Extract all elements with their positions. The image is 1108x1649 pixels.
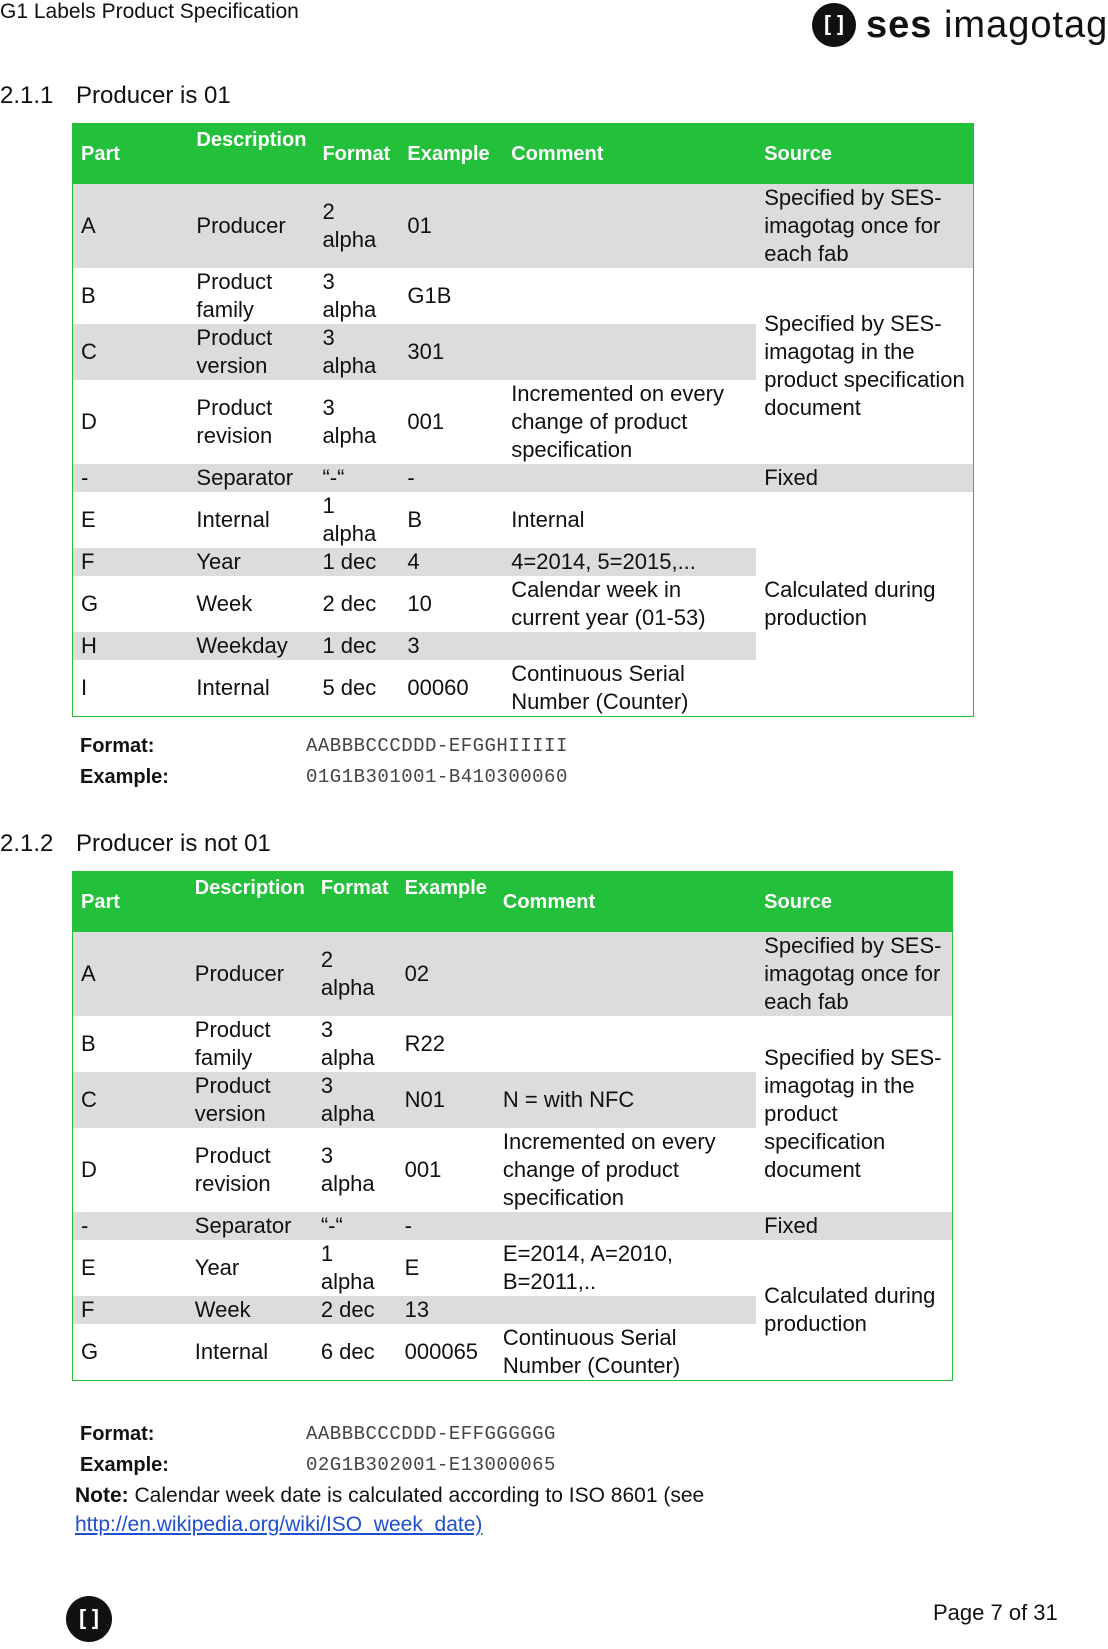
table-header-row [73,124,974,185]
column-header: Source [756,872,952,933]
column-header: Example [399,124,503,185]
column-header: Format [313,872,397,933]
column-header: Source [756,124,973,185]
table-row: D Product revision 3 alpha 001 Incremented on every change of product specification [81,1129,716,1210]
example-value: 01G1B301001-B410300060 [306,766,568,788]
format-label: Format: [80,1423,155,1445]
wikipedia-iso-week-link[interactable]: http://en.wikipedia.org/wiki/ISO_week_date) [75,1513,483,1536]
table-row: C Product version 3 alpha 301 [73,324,974,380]
column-header: Example [397,872,495,933]
source-cell: Calculated during production [756,1240,952,1381]
source-cell: Specified by SES-imagotag in the product specification document [756,268,973,464]
table-row: F Week 2 dec 13 [73,1296,953,1324]
section-heading-2-1-1: 2.1.1 Producer is 01 [0,82,231,109]
source-cell: Fixed [756,1212,952,1240]
source-cell: Fixed [756,464,973,492]
company-logo [812,3,1108,47]
table-header-row [73,872,953,933]
source-cell: Specified by SES-imagotag once for each fab [756,932,952,1016]
footer-logo-mark-icon: [] [66,1596,112,1642]
source-cell: Specified by SES-imagotag once for each fab [756,184,973,268]
producer-01-table [72,123,974,717]
column-header: Part [73,124,189,185]
iso-week-note: Note: Calendar week date is calculated according to ISO 8601 (see http://en.wikipedia.org/wiki/ISO_week_date) [75,1484,705,1536]
table-row: - Separator “-“ - Fixed [73,1212,953,1240]
table-row: E Year 1 alpha E E=2014, A=2010, B=2011,.. Calculated during production [73,1240,953,1296]
example-label: Example: [80,1454,169,1476]
column-header: Description [188,124,314,185]
producer-not-01-table [72,871,953,1381]
table-row: A Producer 2 alpha 02 Specified by SES-imagotag once for each fab [73,932,953,1016]
table-row: E Internal 1 alpha B Internal Calculated during production [73,492,974,548]
table-row: A Producer 2 alpha 01 Specified by SES-imagotag once for each fab [73,184,974,268]
table-row: F Year 1 dec 4 4=2014, 5=2015,... [73,548,974,576]
logo-wordmark: ses imagotag [866,3,1108,46]
table-row: G Internal 6 dec 000065 Continuous Serial Number (Counter) [81,1325,681,1378]
logo-mark-icon: [] [812,3,856,47]
example-value: 02G1B302001-E13000065 [306,1454,556,1476]
format-value: AABBBCCCDDD-EFFGGGGGG [306,1423,556,1445]
column-header: Part [73,872,187,933]
section-heading-2-1-2: 2.1.2 Producer is not 01 [0,830,271,857]
example-label: Example: [80,766,169,788]
column-header: Comment [495,872,756,933]
column-header: Comment [503,124,756,185]
document-title: G1 Labels Product Specification [0,0,299,23]
format-label: Format: [80,735,155,757]
column-header: Format [314,124,399,185]
table-row: B Product family 3 alpha R22 Specified by SES-imagotag in the product specification document [73,1016,953,1072]
column-header: Description [187,872,313,933]
table-row: B Product family 3 alpha G1B Specified by SES-imagotag in the product specification document [73,268,974,324]
table-row: I Internal 5 dec 00060 Continuous Serial Number (Counter) [81,661,689,714]
source-cell: Specified by SES-imagotag in the product specification document [756,1016,952,1212]
table-row: H Weekday 1 dec 3 [73,632,974,660]
source-cell: Calculated during production [756,492,973,717]
page-number: Page 7 of 31 [933,1600,1058,1625]
table-row: - Separator “-“ - Fixed [73,464,974,492]
table-row: C Product version 3 alpha N01 N = with NFC [73,1072,953,1128]
table-row: D Product revision 3 alpha 001 Incremented on every change of product specification [81,381,724,462]
table-row: G Week 2 dec 10 Calendar week in current year (01-53) [81,577,706,630]
format-value: AABBBCCCDDD-EFGGHIIIII [306,735,568,757]
